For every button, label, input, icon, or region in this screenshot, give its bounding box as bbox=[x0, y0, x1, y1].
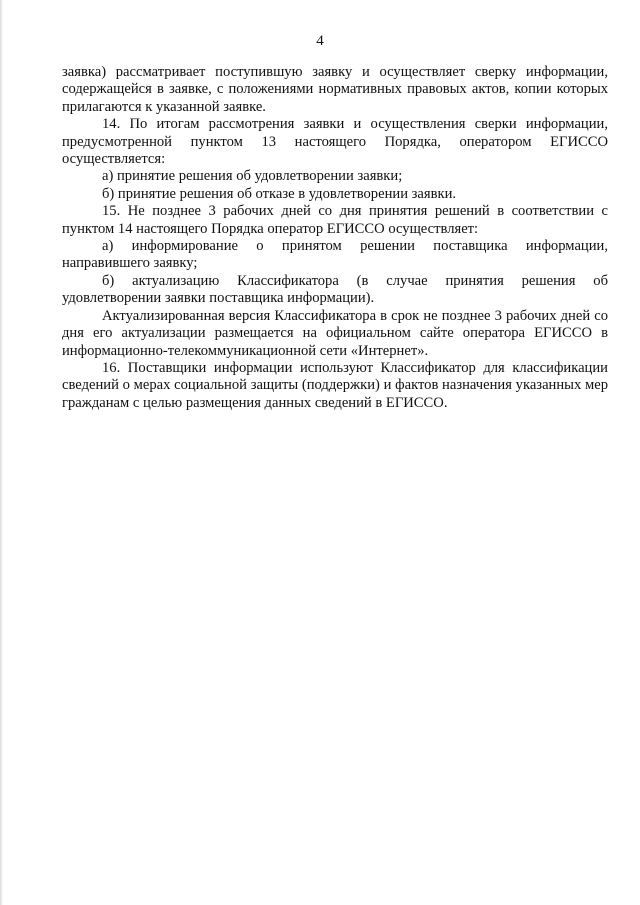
page-number: 4 bbox=[316, 33, 324, 49]
paragraph-updated-version: Актуализированная версия Классификатора в срок не позднее 3 рабочих дней со дня его актуализации размещается на официальном сайте оператора ЕГИССО в информационно-телекоммуникационной сети «Интернет». bbox=[62, 307, 608, 359]
scan-edge bbox=[0, 0, 3, 905]
paragraph-continuation: заявка) рассматривает поступившую заявку и осуществляет сверку информации, содержащейся в заявке, с положениями нормативных правовых актов, копии которых прилагаются к указанной заявке. bbox=[62, 64, 608, 115]
document-body bbox=[62, 64, 608, 412]
paragraph-item-15a: а) информирование о принятом решении поставщика информации, направившего заявку; bbox=[62, 238, 608, 272]
paragraph-item-14: 14. По итогам рассмотрения заявки и осуществления сверки информации, предусмотренной пунктом 13 настоящего Порядка, оператором ЕГИССО осуществляется: bbox=[62, 116, 608, 168]
paragraph-item-16: 16. Поставщики информации используют Классификатор для классификации сведений о мерах социальной защиты (поддержки) и фактов назначения указанных мер гражданам с целью размещения данных сведений в ЕГИССО. bbox=[62, 359, 608, 411]
paragraph-item-14a: а) принятие решения об удовлетворении заявки; bbox=[102, 168, 403, 185]
paragraph-item-14b: б) принятие решения об отказе в удовлетворении заявки. bbox=[102, 185, 457, 202]
paragraph-item-15: 15. Не позднее 3 рабочих дней со дня принятия решений в соответствии с пунктом 14 настоящего Порядка оператор ЕГИССО осуществляет: bbox=[62, 203, 608, 237]
paragraph-item-15b: б) актуализацию Классификатора (в случае принятия решения об удовлетворении заявки поставщика информации). bbox=[62, 272, 608, 307]
